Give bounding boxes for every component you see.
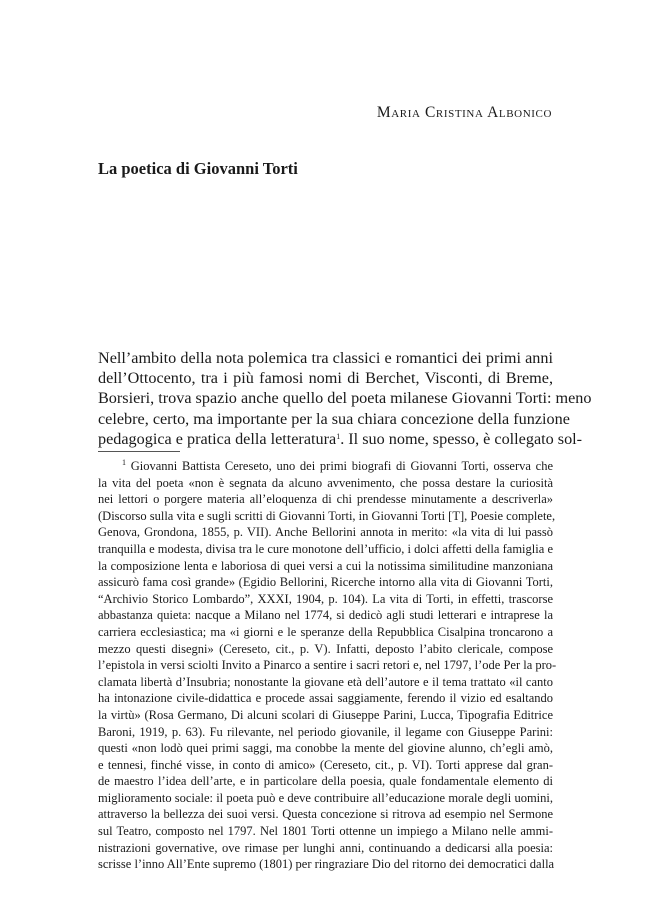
- footnote-line: nei lettori o porgere materia all’eloquenza di chi prendesse minutamente a descriverla»: [98, 492, 553, 507]
- body-line-text: pedagogica e pratica della letteratura: [98, 429, 337, 448]
- body-line: Borsieri, trova spazio anche quello del poeta milanese Giovanni Torti: meno: [98, 389, 592, 408]
- footnote-separator: [98, 451, 180, 452]
- footnote-line: la composizione lenta e laboriosa di quei versi a cui la notissima similitudine manzoniana: [98, 558, 553, 573]
- body-paragraph: [98, 348, 592, 449]
- body-line: [98, 429, 583, 449]
- footnote-line: ha intonazione civile-didattica e procede assai saggiamente, ferendo il vizio ed esaltando: [98, 691, 553, 706]
- body-line: Nell’ambito della nota polemica tra classici e romantici dei primi anni: [98, 349, 553, 367]
- footnote-line: carriera ecclesiastica; ma «i giorni e le speranze della Repubblica Cisalpina troncarono a: [98, 624, 553, 639]
- footnote-line: questi «non lodò quei primi saggi, ma conobbe la mente del giovine alunno, ch’egli amò,: [98, 741, 553, 756]
- footnote-line: e tennesi, finché visse, in conto di amico» (Cereseto, cit., p. VI). Torti apprese dal gran-: [98, 757, 553, 772]
- footnote-line: la virtù» (Rosa Germano, Di alcuni scolari di Giuseppe Parini, Lucca, Tipografia Editrice: [98, 707, 553, 722]
- footnote-line: (Discorso sulla vita e sugli scritti di Giovanni Torti, in Giovanni Torti [T], Poesie complete,: [98, 508, 556, 523]
- footnote-line: Baroni, 1919, p. 63). Fu rilevante, nel periodo giovanile, il legame con Giuseppe Parini:: [98, 724, 553, 739]
- footnote-line: abbastanza quieta: nacque a Milano nel 1774, si dedicò agli studi letterari e intraprese la: [98, 608, 553, 623]
- footnote-line: mezzo questi disegni» (Cereseto, cit., p. V). Infatti, deposto l’abito clericale, compose: [98, 641, 553, 656]
- footnote-line: sul Teatro, composto nel 1797. Nel 1801 Torti ottenne un impiego a Milano nelle ammi-: [98, 824, 553, 839]
- footnote-reference: 1: [336, 431, 341, 441]
- footnote-line: miglioramento sociale: il poeta può e deve contribuire all’educazione morale degli uomini,: [98, 790, 553, 805]
- footnote: [98, 458, 557, 873]
- footnote-line: nistrazioni governative, ove rimase per lunghi anni, continuando a dedicarsi alla poesia:: [98, 840, 553, 855]
- footnote-line: la vita del poeta «non è segnata da alcuno avvenimento, che possa destare la curiosità: [98, 475, 553, 490]
- footnote-line: scrisse l’inno All’Ente supremo (1801) per ringraziare Dio del ritorno dei democratici dalla: [98, 857, 555, 872]
- body-line: dell’Ottocento, tra i più famosi nomi di Berchet, Visconti, di Breme,: [98, 369, 553, 388]
- footnote-number: 1: [122, 458, 126, 467]
- footnote-line: clamata libertà d’Insubria; nonostante la giovane età dell’autore e il tema trattato «il canto: [98, 674, 553, 689]
- footnote-line: “Archivio Storico Lombardo”, XXXI, 1904, p. 104). La vita di Torti, in effetti, trascorse: [98, 591, 553, 606]
- footnote-line: de maestro l’idea dell’arte, e in particolare della poesia, quale fondamentale elemento di: [98, 774, 553, 789]
- footnote-line: assicurò fama così grande» (Egidio Bellorini, Ricerche intorno alla vita di Giovanni Torti,: [98, 575, 553, 590]
- body-line: celebre, certo, ma importante per la sua chiara concezione della funzione: [98, 409, 570, 428]
- footnote-line-text: Giovanni Battista Cereseto, uno dei primi biografi di Giovanni Torti, osserva che: [130, 459, 554, 473]
- footnote-line: Genova, Grondona, 1855, p. VII). Anche Bellorini annota in merito: «la vita di lui passò: [98, 525, 553, 540]
- author-name: Maria Cristina Albonico: [376, 104, 552, 121]
- footnote-line: l’epistola in versi sciolti Invito a Pinarco a sentire i sacri retori e, nel 1797, l’ode Per la pro-: [98, 658, 557, 673]
- footnote-line: tranquilla e modesta, divisa tra le cure monotone dell’ufficio, i dolci affetti della famiglia e: [98, 541, 553, 556]
- footnote-line: [98, 458, 553, 475]
- footnote-line: attraverso la bellezza dei suoi versi. Questa concezione si ritrova ad esempio nel Sermone: [98, 807, 553, 822]
- body-line-text: . Il suo nome, spesso, è collegato sol-: [340, 429, 583, 448]
- article-title: La poetica di Giovanni Torti: [98, 159, 298, 178]
